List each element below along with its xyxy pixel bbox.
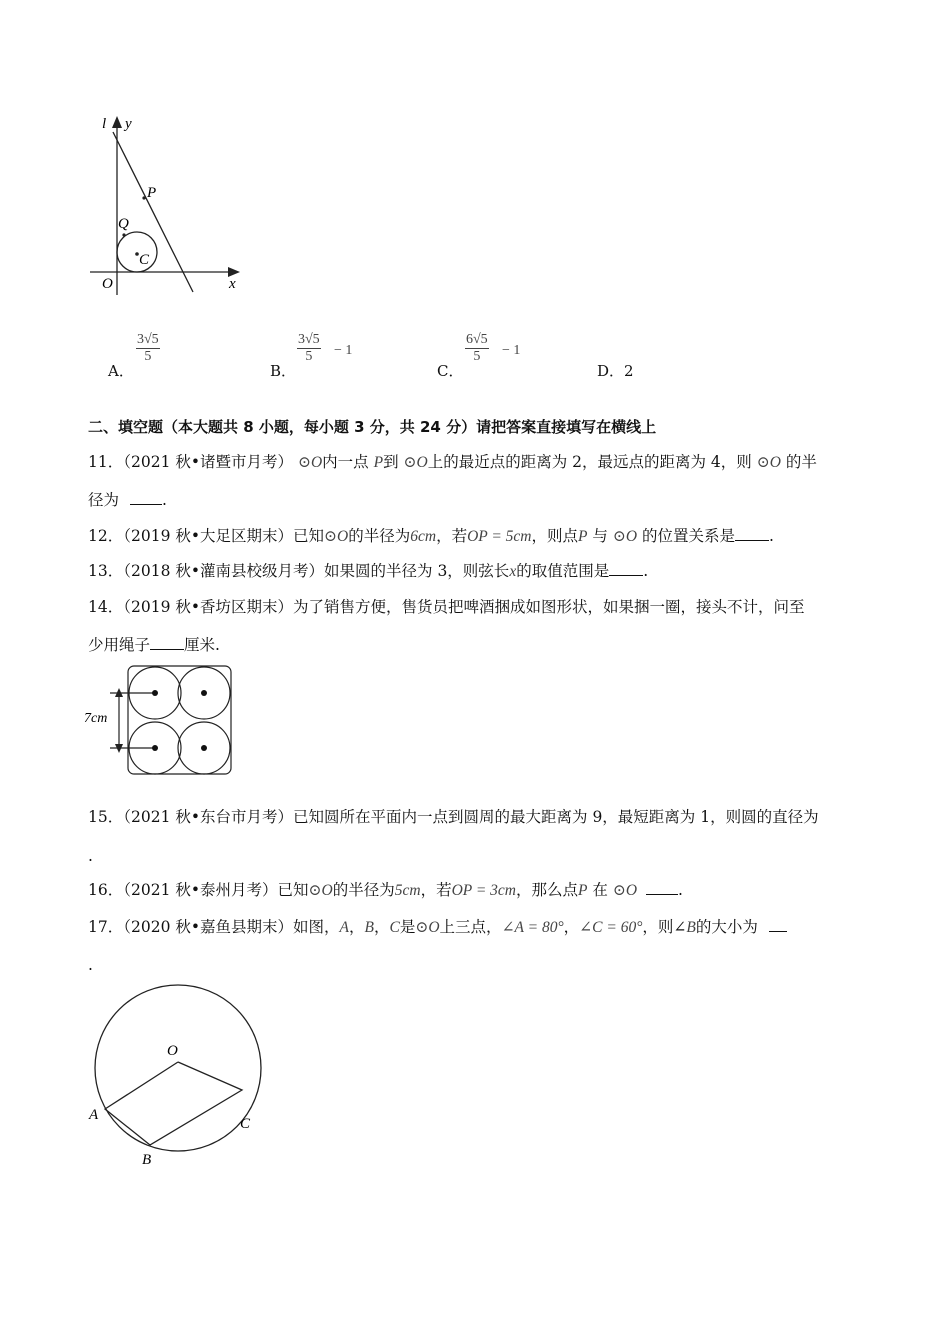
q17-text-2: 是 [399,918,416,936]
q17-text-4: ，则∠ [642,918,687,936]
can-center-dot [201,745,207,751]
q13-var-x: x [509,563,517,580]
q17-source: （2020 秋•嘉鱼县期末） [123,918,294,936]
q11-text-4: 的半 [785,453,817,471]
can-center-dot [152,690,158,696]
label-p: P [147,185,157,201]
question-11 [88,452,817,473]
q17-comma-2: ， [373,918,390,936]
q11-answer-blank[interactable] [130,490,162,505]
q15-number: 15． [88,808,124,826]
q16-text-1: 已知 [277,881,309,899]
q11-point-p: P [373,454,384,471]
q12-circle-o: ⊙O [324,528,349,545]
q14-number: 14． [88,598,124,616]
dimension-label: 7cm [84,711,108,726]
label-q: Q [118,216,129,232]
q12-answer-blank[interactable] [735,526,769,541]
choice-d: D．2 [597,362,634,380]
question-14-cont [88,635,220,655]
choice-b-tail: − 1 [334,343,353,358]
q17-point-c: C [389,919,400,936]
q11-text-6: . [161,491,167,509]
circle-c [117,232,157,272]
choice-b-numerator: 3√5 [298,332,320,347]
q17-number: 17． [88,918,124,936]
label-x: x [229,276,236,292]
circle-abc-figure [82,982,272,1172]
q17-angle-a: ∠A = 80° [501,919,564,936]
choice-c-fraction [465,332,489,365]
q12-text-5: 与 [592,527,608,545]
q12-point-p: P [578,528,588,545]
question-15 [88,807,819,827]
choice-a-letter: A． [108,362,134,380]
q16-text-4: ，那么点 [516,881,579,899]
choice-c-letter: C． [437,362,464,380]
q12-text-3: ，若 [436,527,468,545]
q16-circle-o-2: ⊙O [612,882,638,899]
question-17-cont [88,955,93,975]
q16-radius: 5cm [394,882,421,899]
choice-c-denominator: 5 [473,349,481,364]
label-o: O [102,276,113,292]
q12-text-1: 已知 [293,527,325,545]
q17-text-1: 如图， [293,918,340,936]
q15-text-2: . [88,847,93,865]
choice-b-fraction [297,332,321,365]
q14-answer-blank[interactable] [150,635,184,650]
q12-text-6: 的位置关系是 [642,527,736,545]
q13-text-1: 如果圆的半径为 3，则弦长 [324,562,510,580]
question-14 [88,597,805,617]
q13-answer-blank[interactable] [609,561,643,576]
question-15-cont [88,846,93,866]
q11-circle-o-3: ⊙O [756,454,781,471]
can-center-dot [201,690,207,696]
q14-text-2: 少用绳子 [88,636,151,654]
q17-point-a: A [339,919,349,936]
q12-text-4: ，则点 [531,527,579,545]
label-c: C [240,1116,251,1132]
q17-text-5: 的大小为 [695,918,758,936]
q17-angle-c: ∠C = 60° [579,919,643,936]
choice-c-tail: − 1 [502,343,521,358]
choice-b-denominator: 5 [305,349,313,364]
question-17 [88,917,787,938]
q17-point-b-2: B [686,919,696,936]
label-y: y [125,116,132,132]
label-c: C [139,252,150,268]
q17-comma-3: ， [563,918,580,936]
q12-source: （2019 秋•大足区期末） [123,527,294,545]
q13-text-2: 的取值范围是 [516,562,610,580]
label-a: A [89,1107,99,1123]
q12-text-7: . [769,527,774,545]
q17-circle-o: ⊙O [415,919,440,936]
q11-text-1: 内一点 [322,453,369,471]
q11-number: 11． [88,453,124,471]
q17-comma-1: ， [349,918,365,936]
q17-answer-blank[interactable] [769,917,787,932]
q16-text-2: 的半径为 [332,881,395,899]
q14-text-1: 为了销售方便，售货员把啤酒捆成如图形状，如果捆一圈，接头不计，问至 [293,598,805,616]
q11-text-2: 到 [383,453,399,471]
choice-a-denominator: 5 [144,349,152,364]
axes-circle-figure [85,110,255,300]
q16-text-5: 在 [592,881,608,899]
q17-text-3: 上三点， [439,918,502,936]
question-13 [88,561,648,582]
q14-source: （2019 秋•香坊区期末） [123,598,294,616]
q11-text-3: 上的最近点的距离为 2，最远点的距离为 4，则 [427,453,752,471]
question-12 [88,526,774,547]
label-l: l [102,116,107,132]
choice-a-fraction [136,332,160,365]
q12-text-2: 的半径为 [348,527,411,545]
point-p [142,196,145,199]
q12-circle-o-2: ⊙O [612,528,638,545]
q12-op: OP = 5cm [467,528,532,545]
q16-source: （2021 秋•泰州月考） [123,881,278,899]
q16-answer-blank[interactable] [646,880,678,895]
q13-text-3: . [643,562,649,580]
q16-point-p: P [578,882,588,899]
q15-text-1: 已知圆所在平面内一点到圆周的最大距离为 9，最短距离为 1，则圆的直径为 [293,808,819,826]
q16-number: 16． [88,881,124,899]
q11-source: （2021 秋•诸暨市月考） [123,453,294,471]
label-o: O [167,1043,178,1059]
choice-b-letter: B． [270,362,297,380]
label-b: B [142,1152,152,1168]
q16-circle-o: ⊙O [308,882,333,899]
q11-text-5: 径为 [88,491,120,509]
section-heading: 二、填空题（本大题共 8 小题，每小题 3 分，共 24 分）请把答案直接填写在横线上 [88,418,657,436]
question-11-cont [88,490,167,510]
q13-number: 13． [88,562,124,580]
choice-a-numerator: 3√5 [137,332,159,347]
q11-circle-o-2: ⊙O [403,454,428,471]
choice-c-numerator: 6√5 [466,332,488,347]
q17-point-b: B [364,919,374,936]
q17-text-6: . [88,956,93,974]
q12-radius: 6cm [410,528,437,545]
q11-circle-o: ⊙O [297,454,323,471]
circle-o [95,985,261,1151]
q12-number: 12． [88,527,124,545]
q16-text-6: . [678,881,683,899]
q15-source: （2021 秋•东台市月考） [123,808,294,826]
cans-figure [82,662,252,777]
point-q [122,233,125,236]
q14-text-3: 厘米. [184,636,220,654]
can-center-dot [152,745,158,751]
q13-source: （2018 秋•灌南县校级月考） [123,562,325,580]
y-axis-arrow-icon [112,116,122,128]
q16-text-3: ，若 [420,881,452,899]
q16-op: OP = 3cm [451,882,516,899]
question-16 [88,880,683,901]
